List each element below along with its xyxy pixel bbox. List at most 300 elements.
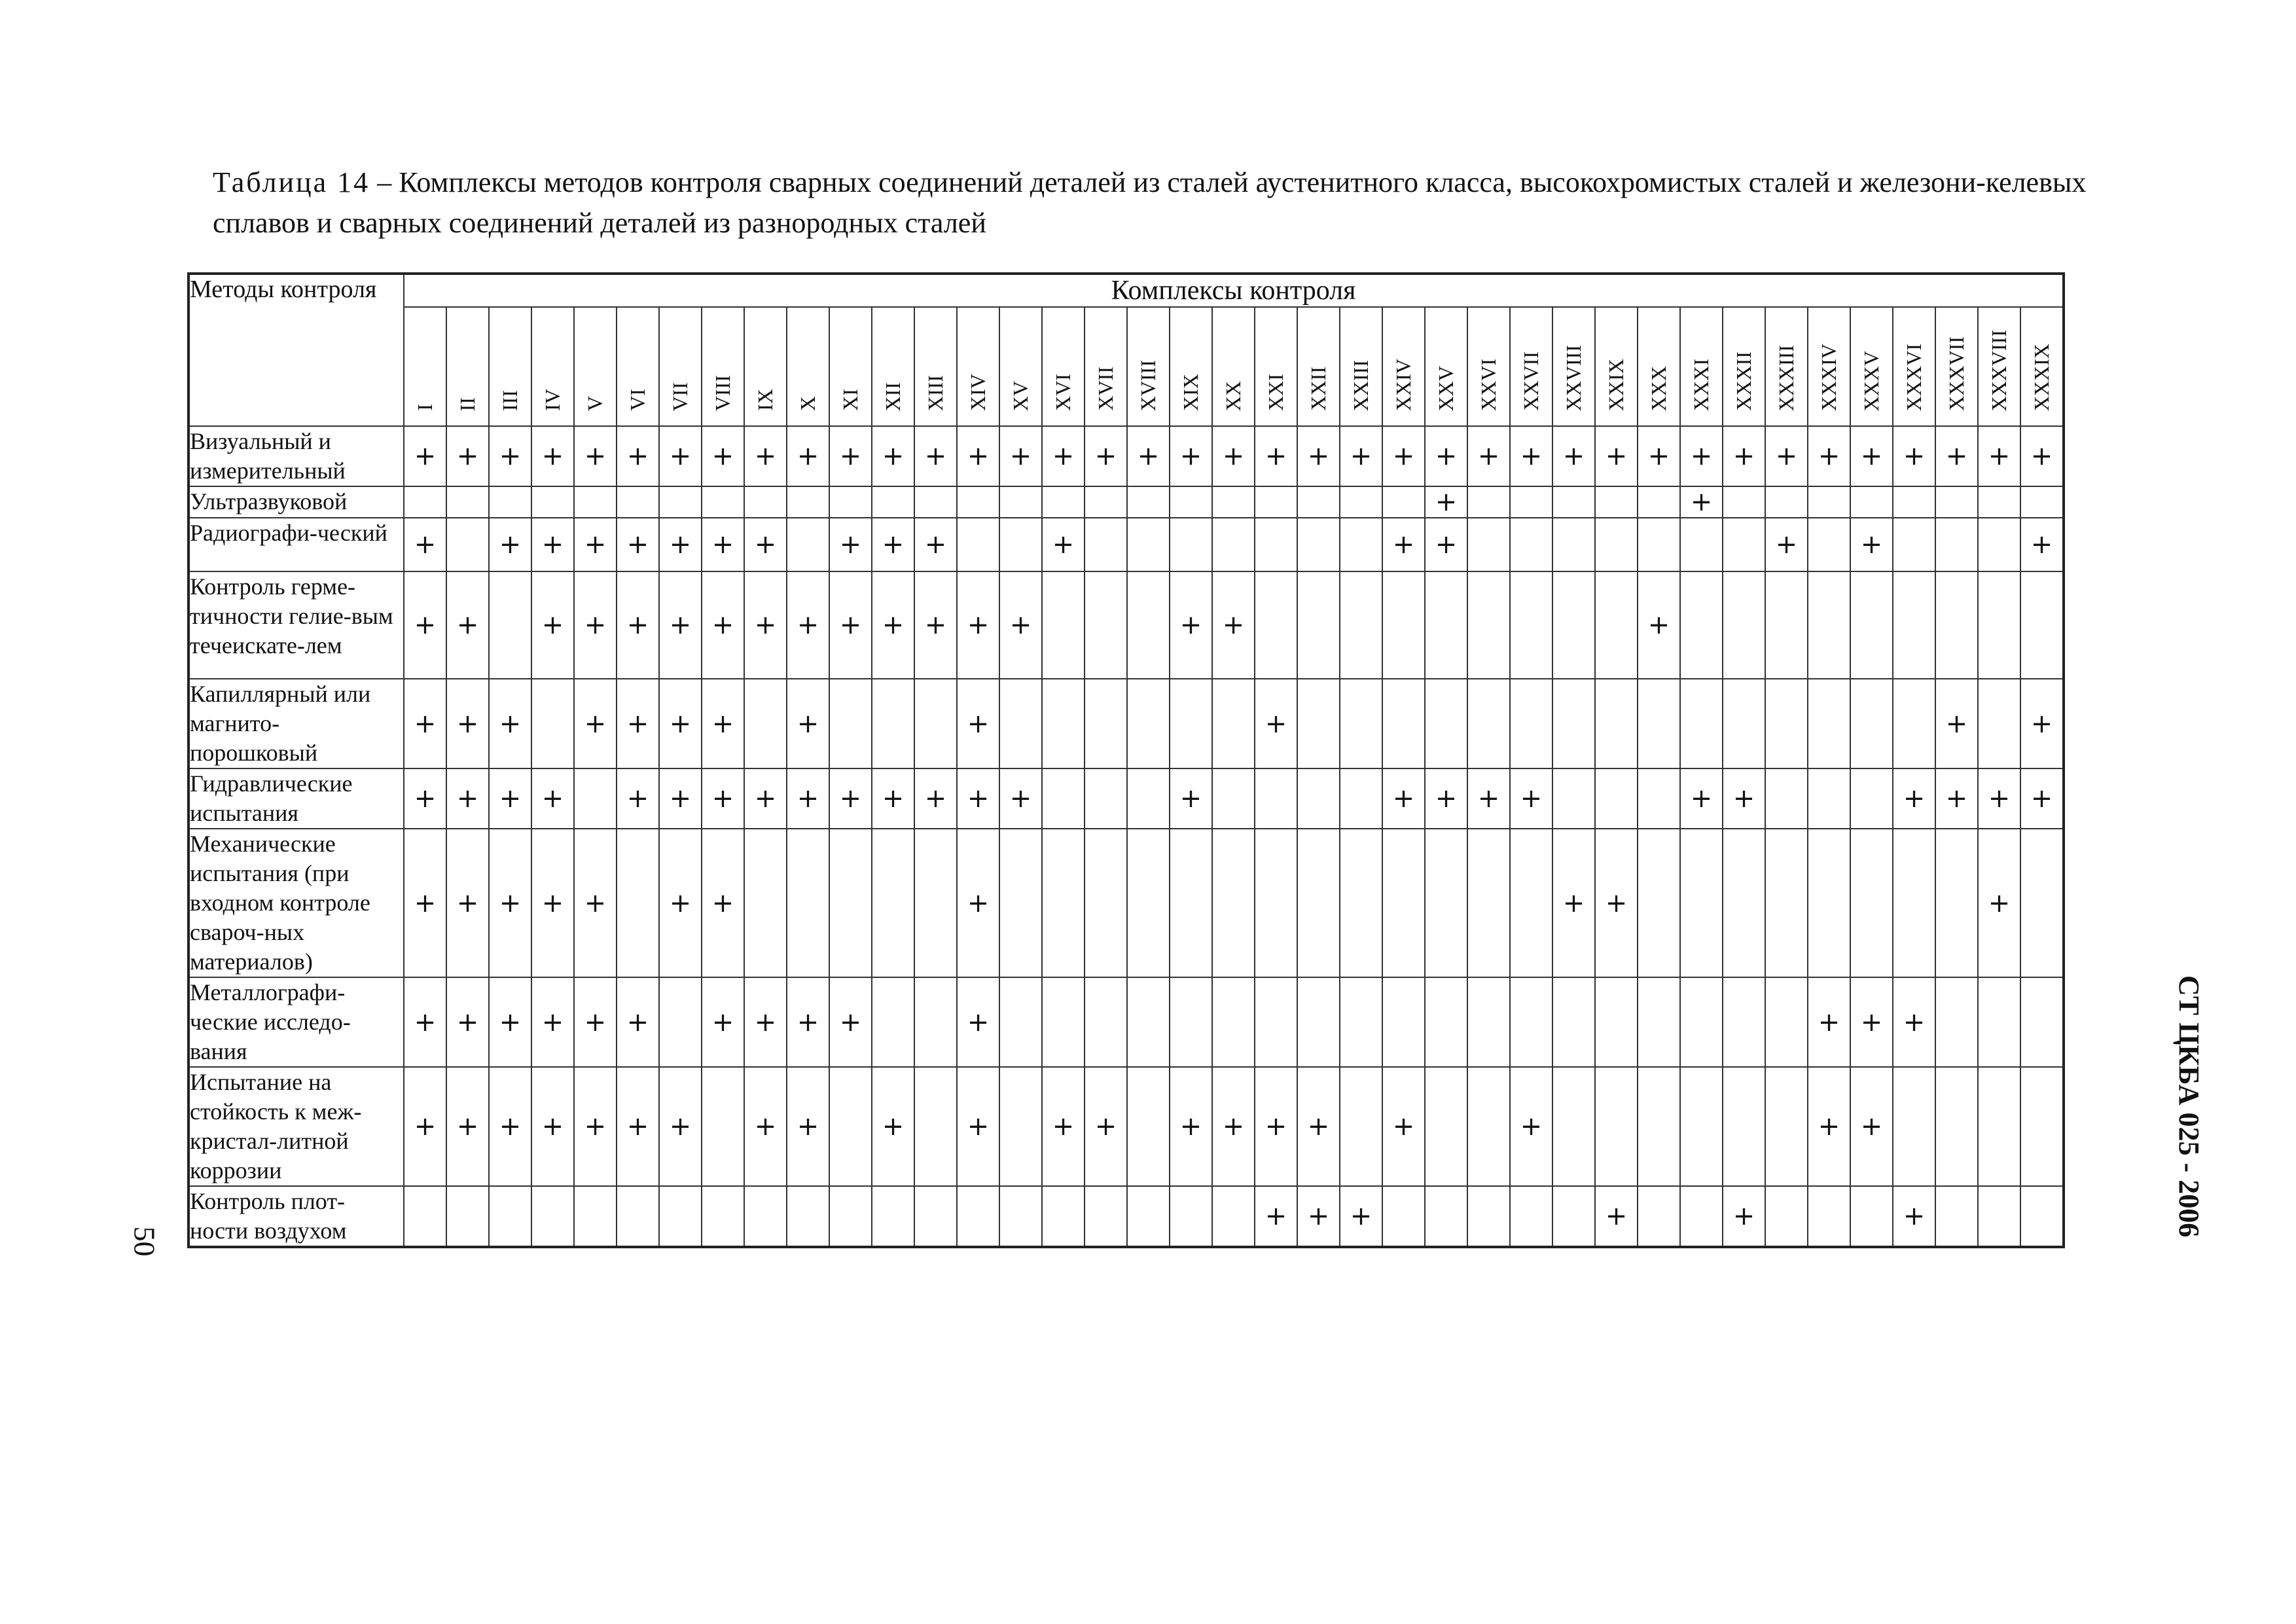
table-cell (744, 1186, 787, 1247)
table-cell (999, 1067, 1042, 1186)
table-cell: + (914, 518, 957, 571)
table-cell (1893, 518, 1935, 571)
table-cell: + (2020, 679, 2064, 768)
column-header-label: XXXVI (1902, 343, 1926, 411)
table-cell (1467, 571, 1510, 679)
table-cell (1170, 977, 1212, 1067)
table-cell: + (659, 768, 702, 829)
table-cell (2020, 486, 2064, 518)
table-cell: + (1297, 1067, 1340, 1186)
column-header-label: XIX (1179, 374, 1202, 411)
table-cell (1340, 829, 1382, 977)
table-cell (1042, 829, 1085, 977)
column-header (999, 307, 1042, 426)
table-cell (489, 571, 531, 679)
table-cell (1552, 679, 1595, 768)
table-cell: + (531, 571, 574, 679)
table-cell (829, 829, 872, 977)
table-cell (1042, 1186, 1085, 1247)
column-header-label: XIV (966, 374, 990, 411)
table-row (188, 571, 2064, 679)
table-cell (1212, 679, 1255, 768)
method-name: Радиографи-ческий (188, 518, 404, 571)
table-cell: + (1425, 486, 1467, 518)
table-cell (1042, 768, 1085, 829)
table-cell (1382, 571, 1425, 679)
table-cell: + (446, 1067, 489, 1186)
table-cell (1085, 1186, 1127, 1247)
table-cell (1638, 679, 1680, 768)
table-cell (1638, 518, 1680, 571)
table-cell (1595, 679, 1638, 768)
table-cell (1467, 518, 1510, 571)
table-cell (744, 486, 787, 518)
table-cell (1297, 829, 1340, 977)
table-container (187, 272, 2065, 1248)
column-header-label: XXV (1434, 365, 1458, 411)
table-cell (1595, 977, 1638, 1067)
column-header-label: XXII (1306, 367, 1330, 411)
table-cell (1850, 829, 1893, 977)
table-cell (1978, 1186, 2020, 1247)
table-cell (1170, 679, 1212, 768)
table-cell (1935, 571, 1978, 679)
table-cell (1127, 518, 1170, 571)
column-header (957, 307, 999, 426)
table-cell (1765, 571, 1808, 679)
table-cell: + (1510, 1067, 1552, 1186)
table-cell (1127, 486, 1170, 518)
table-row (188, 426, 2064, 486)
table-cell (829, 679, 872, 768)
table-cell (1808, 571, 1850, 679)
table-cell: + (744, 768, 787, 829)
table-cell (1595, 486, 1638, 518)
table-cell (957, 486, 999, 518)
table-cell (1170, 829, 1212, 977)
column-header-label: IX (753, 389, 777, 411)
table-cell (1552, 977, 1595, 1067)
table-cell: + (787, 1067, 829, 1186)
table-cell: + (1382, 518, 1425, 571)
table-cell: + (1638, 571, 1680, 679)
table-cell: + (1170, 426, 1212, 486)
table-cell (914, 679, 957, 768)
table-cell (744, 829, 787, 977)
table-cell: + (744, 426, 787, 486)
table-cell: + (829, 977, 872, 1067)
table-cell (957, 1186, 999, 1247)
table-cell (1808, 829, 1850, 977)
table-cell: + (787, 426, 829, 486)
table-cell (1170, 486, 1212, 518)
column-header-label: XVIII (1136, 359, 1160, 411)
table-cell: + (617, 977, 659, 1067)
table-cell (1467, 1186, 1510, 1247)
table-cell (1127, 1067, 1170, 1186)
table-cell (1680, 977, 1723, 1067)
table-cell: + (1297, 426, 1340, 486)
table-cell: + (1935, 426, 1978, 486)
table-cell (1510, 1186, 1552, 1247)
table-cell (617, 1186, 659, 1247)
table-cell (1297, 977, 1340, 1067)
table-cell (1978, 977, 2020, 1067)
table-caption (213, 162, 2130, 244)
table-cell (1212, 768, 1255, 829)
table-cell: + (744, 518, 787, 571)
table-cell: + (1212, 1067, 1255, 1186)
column-header-label: XVII (1094, 367, 1117, 411)
table-cell: + (404, 679, 446, 768)
column-header (404, 307, 446, 426)
table-cell: + (489, 518, 531, 571)
table-cell (574, 768, 617, 829)
table-cell (1425, 977, 1467, 1067)
column-header-label: XXXII (1732, 352, 1755, 411)
table-cell (1510, 977, 1552, 1067)
table-cell (1085, 977, 1127, 1067)
table-cell: + (702, 518, 744, 571)
table-row (188, 1067, 2064, 1186)
complexes-header: Комплексы контроля (404, 274, 2064, 307)
column-header (1212, 307, 1255, 426)
table-cell (1595, 1067, 1638, 1186)
methods-header: Методы контроля (188, 274, 404, 426)
column-header (1765, 307, 1808, 426)
table-cell (787, 486, 829, 518)
table-cell (1297, 571, 1340, 679)
table-cell (1340, 679, 1382, 768)
table-cell (1382, 679, 1425, 768)
table-cell (1042, 679, 1085, 768)
column-header (446, 307, 489, 426)
table-cell (702, 486, 744, 518)
table-cell: + (1467, 426, 1510, 486)
table-cell: + (1595, 426, 1638, 486)
column-header-label: XXXVII (1945, 336, 1968, 411)
table-label: Таблица 14 (213, 166, 370, 198)
table-cell: + (574, 829, 617, 977)
table-cell: + (617, 1067, 659, 1186)
table-cell: + (617, 679, 659, 768)
method-name: Визуальный и измерительный (188, 426, 404, 486)
table-cell (446, 486, 489, 518)
table-cell (1765, 768, 1808, 829)
table-cell: + (872, 768, 914, 829)
table-cell (2020, 571, 2064, 679)
table-cell (1127, 571, 1170, 679)
table-cell: + (872, 426, 914, 486)
column-header-label: XIII (924, 374, 947, 411)
table-cell: + (1893, 977, 1935, 1067)
table-cell (1127, 679, 1170, 768)
column-header-label: II (456, 397, 479, 411)
table-cell: + (404, 768, 446, 829)
table-cell: + (531, 829, 574, 977)
column-header-label: XII (881, 382, 905, 411)
table-cell (617, 486, 659, 518)
table-cell: + (787, 768, 829, 829)
table-cell: + (446, 977, 489, 1067)
table-cell (1170, 1186, 1212, 1247)
table-cell: + (1765, 518, 1808, 571)
table-cell (1467, 1067, 1510, 1186)
table-cell (1510, 829, 1552, 977)
table-cell: + (872, 1067, 914, 1186)
header-row-group (188, 274, 2064, 307)
table-cell: + (531, 1067, 574, 1186)
table-cell: + (531, 977, 574, 1067)
table-cell: + (574, 426, 617, 486)
table-cell (914, 1067, 957, 1186)
column-header-label: XXVI (1477, 359, 1500, 411)
table-cell (1212, 1186, 1255, 1247)
table-cell: + (1467, 768, 1510, 829)
table-cell (1765, 1067, 1808, 1186)
table-cell: + (1680, 768, 1723, 829)
table-cell: + (404, 518, 446, 571)
table-cell: + (617, 768, 659, 829)
table-cell (574, 1186, 617, 1247)
column-header (1723, 307, 1765, 426)
table-cell (702, 1067, 744, 1186)
table-cell (872, 1186, 914, 1247)
method-name: Ультразвуковой (188, 486, 404, 518)
table-cell: + (1723, 768, 1765, 829)
table-cell (404, 486, 446, 518)
column-header (1978, 307, 2020, 426)
column-header-label: XXXVIII (1987, 329, 2011, 411)
table-cell (1978, 679, 2020, 768)
table-cell (1893, 829, 1935, 977)
table-cell: + (744, 977, 787, 1067)
column-header-label: IV (541, 389, 564, 411)
table-cell (1340, 486, 1382, 518)
column-header (1808, 307, 1850, 426)
column-header-label: XXX (1647, 365, 1670, 411)
method-name: Металлографи-ческие исследо-вания (188, 977, 404, 1067)
table-cell (1212, 977, 1255, 1067)
table-cell: + (531, 426, 574, 486)
table-cell (1127, 829, 1170, 977)
column-header-label: XXXIII (1774, 344, 1798, 411)
column-header (1127, 307, 1170, 426)
table-cell: + (404, 977, 446, 1067)
column-header (1382, 307, 1425, 426)
table-cell: + (1127, 426, 1170, 486)
table-cell: + (1425, 518, 1467, 571)
table-cell (404, 1186, 446, 1247)
table-cell (1297, 518, 1340, 571)
table-cell (1425, 1067, 1467, 1186)
table-cell: + (574, 679, 617, 768)
table-cell: + (1808, 1067, 1850, 1186)
table-cell (446, 518, 489, 571)
column-header-label: XXIII (1349, 359, 1372, 411)
table-cell: + (1340, 426, 1382, 486)
table-cell: + (1978, 768, 2020, 829)
table-cell (1808, 679, 1850, 768)
table-cell (1808, 518, 1850, 571)
table-cell (1893, 571, 1935, 679)
column-header-label: XVI (1051, 374, 1075, 411)
column-header (1680, 307, 1723, 426)
table-cell (787, 1186, 829, 1247)
table-cell (2020, 977, 2064, 1067)
table-cell: + (1680, 426, 1723, 486)
table-cell (1723, 571, 1765, 679)
table-cell (659, 486, 702, 518)
column-header-label: XXXV (1859, 350, 1883, 411)
table-cell: + (1850, 518, 1893, 571)
table-cell: + (914, 426, 957, 486)
method-name: Контроль герме-тичности гелие-вым течеискате-лем (188, 571, 404, 679)
table-cell: + (1382, 1067, 1425, 1186)
table-cell: + (1170, 1067, 1212, 1186)
table-cell (1340, 768, 1382, 829)
table-cell (1510, 679, 1552, 768)
column-header-label: XXXI (1689, 359, 1713, 411)
table-cell (999, 679, 1042, 768)
table-cell (1723, 679, 1765, 768)
table-cell: + (1297, 1186, 1340, 1247)
table-cell: + (446, 571, 489, 679)
table-cell (1935, 486, 1978, 518)
table-cell (1765, 977, 1808, 1067)
column-header (1085, 307, 1127, 426)
table-cell: + (1935, 768, 1978, 829)
table-cell: + (574, 977, 617, 1067)
table-cell (489, 486, 531, 518)
table-cell: + (1638, 426, 1680, 486)
table-cell: + (617, 426, 659, 486)
table-cell: + (659, 571, 702, 679)
table-cell (1638, 486, 1680, 518)
table-cell (531, 679, 574, 768)
table-cell (1425, 1186, 1467, 1247)
table-cell (1978, 486, 2020, 518)
table-cell (1723, 829, 1765, 977)
table-cell: + (744, 571, 787, 679)
table-cell (1850, 486, 1893, 518)
column-header-label: VII (668, 382, 692, 411)
table-cell: + (1042, 1067, 1085, 1186)
table-cell: + (1255, 679, 1297, 768)
column-header-label: X (796, 395, 819, 411)
table-cell (2020, 1186, 2064, 1247)
column-header-label: XXVII (1519, 352, 1543, 411)
table-cell: + (787, 571, 829, 679)
column-header-label: XXVIII (1562, 344, 1585, 411)
column-header (1638, 307, 1680, 426)
table-body (188, 426, 2064, 1247)
column-header-label: XXI (1264, 374, 1287, 411)
table-cell: + (787, 679, 829, 768)
table-cell (829, 1067, 872, 1186)
table-row (188, 486, 2064, 518)
table-cell (1978, 1067, 2020, 1186)
table-cell: + (1850, 426, 1893, 486)
table-cell (1765, 486, 1808, 518)
table-cell (659, 977, 702, 1067)
column-header (787, 307, 829, 426)
table-cell (1765, 679, 1808, 768)
column-header (829, 307, 872, 426)
table-cell (1085, 829, 1127, 977)
table-cell (1935, 829, 1978, 977)
table-row (188, 768, 2064, 829)
table-cell: + (1723, 426, 1765, 486)
table-cell (999, 977, 1042, 1067)
column-header-label: XXIX (1604, 359, 1628, 411)
table-cell: + (702, 768, 744, 829)
column-header (531, 307, 574, 426)
table-cell: + (1042, 518, 1085, 571)
column-header-label: III (498, 390, 522, 411)
table-cell (1340, 571, 1382, 679)
column-header (1255, 307, 1297, 426)
table-cell (914, 977, 957, 1067)
table-cell (1255, 518, 1297, 571)
table-cell (1850, 679, 1893, 768)
table-cell: + (659, 1067, 702, 1186)
table-cell (1765, 829, 1808, 977)
table-cell: + (1255, 426, 1297, 486)
method-name: Испытание на стойкость к меж-кристал-литной коррозии (188, 1067, 404, 1186)
table-cell (1893, 486, 1935, 518)
table-cell: + (702, 571, 744, 679)
method-name: Гидравлические испытания (188, 768, 404, 829)
table-cell: + (999, 426, 1042, 486)
table-cell (1935, 518, 1978, 571)
table-cell (489, 1186, 531, 1247)
table-cell: + (1170, 571, 1212, 679)
table-cell (1425, 571, 1467, 679)
table-cell: + (489, 768, 531, 829)
table-cell (1297, 486, 1340, 518)
table-row (188, 679, 2064, 768)
table-cell (1382, 486, 1425, 518)
table-cell (1127, 1186, 1170, 1247)
table-cell (659, 1186, 702, 1247)
column-header (702, 307, 744, 426)
table-cell (1212, 829, 1255, 977)
table-cell (1467, 977, 1510, 1067)
table-cell (1638, 829, 1680, 977)
table-cell (1255, 829, 1297, 977)
table-cell: + (2020, 518, 2064, 571)
table-cell (531, 1186, 574, 1247)
table-cell (1552, 1186, 1595, 1247)
table-cell (1127, 977, 1170, 1067)
table-cell (1127, 768, 1170, 829)
table-cell (1680, 1067, 1723, 1186)
table-cell (1808, 486, 1850, 518)
column-header-label: VI (626, 389, 649, 411)
table-cell: + (489, 829, 531, 977)
table-cell: + (489, 426, 531, 486)
table-cell (1382, 829, 1425, 977)
column-header-label: VIII (711, 374, 734, 411)
table-cell (1638, 977, 1680, 1067)
table-cell (1808, 1186, 1850, 1247)
table-cell: + (1340, 1186, 1382, 1247)
table-cell: + (957, 768, 999, 829)
table-cell (872, 486, 914, 518)
table-cell (829, 1186, 872, 1247)
table-cell: + (1382, 768, 1425, 829)
